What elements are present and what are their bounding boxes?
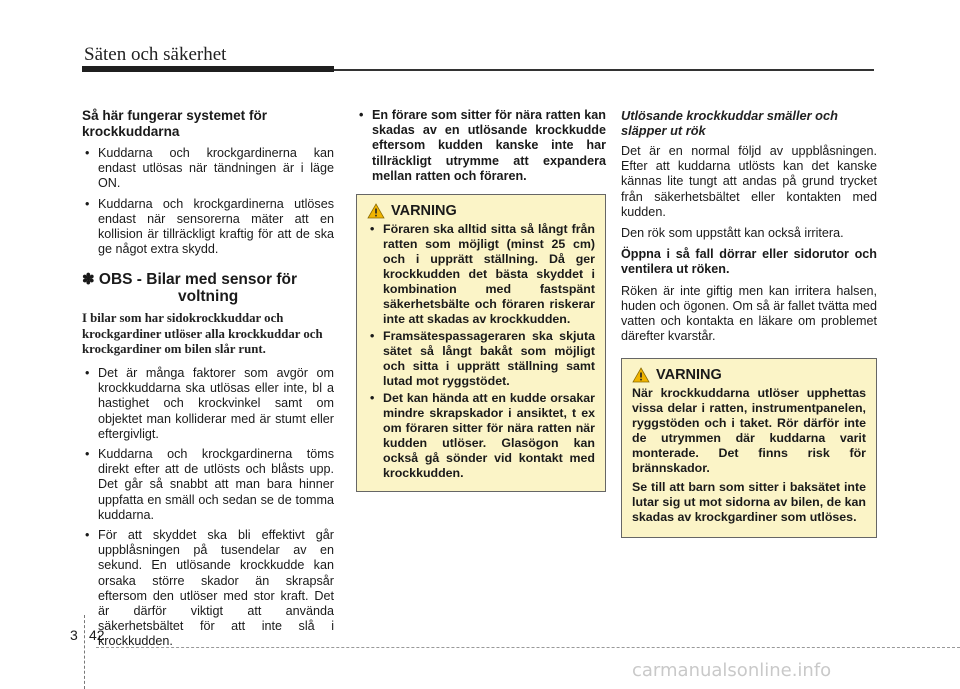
warning-box (356, 194, 606, 492)
list-item: • Kuddarna och krockgardinerna utlöses endast när sensorerna mäter att en kollision är tillräckligt kraftig för att de ska ge något extra skydd. (82, 197, 334, 258)
warning-title: VARNING (391, 202, 457, 219)
list-item: • För att skyddet ska bli effektivt går uppblåsningen på tusendelar av en sekund. En utlösande krockkudde kan orsaka större skador än skrapsår eftersom den utlöser med stor kraft. Det är därför viktigt att använda säkerhetsbältet för att inte slå i krockkudden. (82, 528, 334, 650)
sub-heading: Utlösande krockkuddar smäller och släpper ut rök (621, 108, 838, 138)
star-icon: ✽ (82, 271, 95, 289)
warning-list (367, 222, 595, 481)
list-item: • Kuddarna och krockgardinerna töms direkt efter att de utlösts och blåsts upp. Det går så snabbt att man bara hinner uppfatta en smäll och sedan se de tomma kuddarna. (82, 447, 334, 523)
bullet-list (356, 108, 606, 184)
paragraph: Den rök som uppstått kan också irritera. (621, 226, 844, 241)
warning-header (367, 203, 595, 219)
header-bar (82, 66, 334, 72)
column-right (621, 108, 877, 538)
column-left (82, 108, 334, 655)
header-rule (334, 69, 874, 71)
bullet-list (82, 366, 334, 650)
list-item: • Framsätespassageraren ska skjuta sätet så långt bakåt som möjligt och sitta i upprätt ställning samt lutad mot ryggstödet. (367, 329, 595, 389)
page-number: 42 (89, 627, 105, 643)
warning-text: Se till att barn som sitter i baksätet inte lutar sig ut mot sidorna av bilen, de kan skadas av krockgardiner som utlöses. (632, 480, 866, 525)
paragraph: Röken är inte giftig men kan irritera halsen, huden och ögonen. Om så är fallet tvätta med vatten och kontakta en läkare om problemet därefter kvarstår. (621, 283, 877, 344)
footer-divider (84, 615, 86, 689)
footer-rule (96, 647, 960, 648)
list-item: • Föraren ska alltid sitta så långt från ratten som möjligt (minst 25 cm) och i upprätt ställning. Då ger krockkudden det bästa skyddet i kombination med fastspänt säkerhetsbälte och föraren riskerar inte att skadas av krockkudden. (367, 222, 595, 327)
watermark: carmanualsonline.info (632, 660, 832, 681)
obs-title-line1: OBS - Bilar med sensor för (98, 271, 297, 289)
chapter-number: 3 (70, 627, 78, 643)
list-item: • Kuddarna och krockgardinerna kan endast utlösas när tändningen är i läge ON. (82, 146, 334, 192)
warning-triangle-icon (632, 367, 650, 383)
warning-header (632, 367, 866, 383)
warning-text: När krockkuddarna utlöser upphettas vissa delar i ratten, instrumentpanelen, ryggstöden och i taket. Rör därför inte de utrymmen där kuddarna varit monterade. Det finns risk för brännskador. (632, 386, 866, 476)
warning-triangle-icon (367, 203, 385, 219)
list-item: • Det kan hända att en kudde orsakar mindre skrapskador i ansiktet, t ex om föraren sitter för nära ratten när kudden utlöser. Glasögon kan också gå sönder vid kontakt med krockkudden. (367, 391, 595, 481)
section-heading: Så här fungerar systemet för krockkuddarna (82, 108, 268, 139)
obs-heading (82, 271, 334, 305)
warning-title: VARNING (656, 366, 722, 383)
list-item: • En förare som sitter för nära ratten kan skadas av en utlösande krockkudde eftersom kudden kanske inte har tillräckligt utrymme att expandera mellan ratten och föraren. (356, 108, 606, 184)
paragraph-bold: Öppna i så fall dörrar eller sidorutor och ventilera ut röken. (621, 247, 877, 277)
list-item: • Det är många faktorer som avgör om krockkuddarna ska utlösas eller inte, bl a hastighet och krockvinkel samt om objektet man kolliderar med är stumt eller eftergivligt. (82, 366, 334, 442)
warning-box (621, 358, 877, 538)
column-middle (356, 108, 606, 492)
obs-text: I bilar som har sidokrockkuddar och krockgardiner utlöser alla krockkuddar och krockgardiner om bilen slår runt. (82, 311, 323, 357)
page-header-title: Säten och säkerhet (84, 44, 227, 65)
paragraph: Det är en normal följd av uppblåsningen. Efter att kuddarna utlösts kan det kanske kännas lite tungt att andas på grund trycket från säkerhetsbältet eller kontakten med kudden. (621, 144, 877, 219)
bullet-list (82, 146, 334, 257)
obs-title-line2: voltning (178, 288, 239, 306)
